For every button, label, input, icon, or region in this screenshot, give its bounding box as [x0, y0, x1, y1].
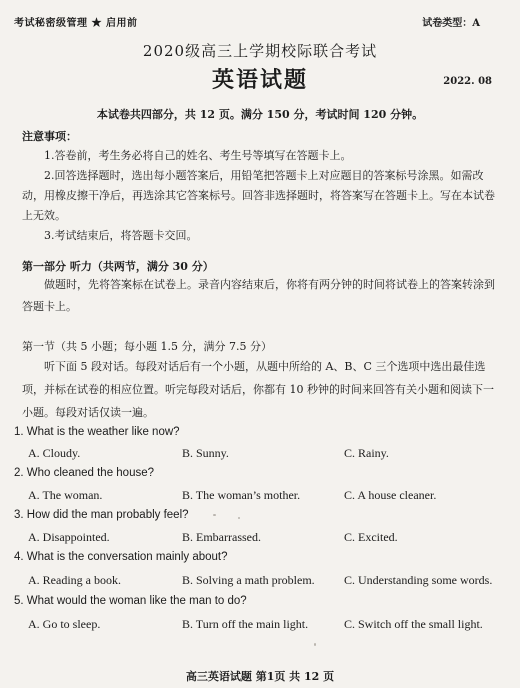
- notice-item: 3.考试结束后，将答题卡交回。: [44, 229, 198, 242]
- paper-type-label: 试卷类型：A: [422, 18, 480, 29]
- option-b: B. Solving a math problem.: [182, 573, 315, 587]
- scan-speck: [213, 514, 216, 516]
- confidentiality-label: 考试秘密级管理 ★ 启用前: [14, 18, 138, 29]
- subject-title: 英语试题: [211, 68, 308, 93]
- option-c: C. Understanding some words.: [344, 573, 493, 587]
- option-a: A. Reading a book.: [28, 573, 121, 587]
- option-a: A. The woman.: [28, 488, 103, 502]
- option-c: C. A house cleaner.: [344, 488, 437, 502]
- part1-instructions: 做题时，先将答案标在试卷上。录音内容结束后，你将有两分钟的时间将试卷上的答案转涂到答题卡上。: [22, 278, 495, 313]
- question-5: 5. What would the woman like the man to do?: [14, 595, 247, 607]
- question-3: 3. How did the man probably feel?: [14, 509, 189, 521]
- question-2: 2. Who cleaned the house?: [14, 467, 155, 479]
- page-footer: 高三英语试题 第1页 共 12 页: [185, 670, 335, 683]
- exam-date: 2022. 08: [443, 76, 492, 87]
- notice-item: 2.回答选择题时，选出每小题答案后，用铅笔把答题卡上对应题目的答案标号涂黑。如需改动，用橡皮擦干净后，再选涂其它答案标号。回答非选择题时，将答案写在答题卡上。写在本试卷上无效。: [22, 169, 495, 222]
- score-line: 本试卷共四部分，共 12 页。满分 150 分，考试时间 120 分钟。: [96, 108, 424, 121]
- option-b: B. The woman’s mother.: [182, 488, 301, 502]
- part1-title: 第一部分 听力（共两节，满分 30 分）: [22, 260, 214, 273]
- exam-name: 2020级高三上学期校际联合考试: [142, 42, 378, 60]
- option-c: C. Rainy.: [344, 446, 389, 460]
- option-a: A. Disappointed.: [28, 530, 110, 544]
- option-c: C. Excited.: [344, 530, 398, 544]
- option-b: B. Turn off the main light.: [182, 617, 309, 631]
- scan-speck: [238, 517, 240, 519]
- question-1: 1. What is the weather like now?: [14, 426, 180, 438]
- section1-instructions: 听下面 5 段对话。每段对话后有一个小题，从题中所给的 A、B、C 三个选项中选出最佳选项，并标在试卷的相应位置。听完每段对话后，你都有 10 秒钟的时间来回答有关小题和阅读下一小题。每段对话仅读一遍。: [22, 360, 494, 419]
- option-b: B. Sunny.: [182, 446, 229, 460]
- option-c: C. Switch off the small light.: [344, 617, 483, 631]
- option-a: A. Go to sleep.: [28, 617, 101, 631]
- option-a: A. Cloudy.: [28, 446, 81, 460]
- notice-item: 1.答卷前，考生务必将自己的姓名、考生号等填写在答题卡上。: [44, 149, 352, 162]
- section1-title: 第一节（共 5 小题；每小题 1.5 分，满分 7.5 分）: [22, 340, 272, 353]
- option-b: B. Embarrassed.: [182, 530, 261, 544]
- notice-title: 注意事项：: [22, 130, 77, 143]
- scan-speck: [314, 643, 316, 646]
- question-4: 4. What is the conversation mainly about?: [14, 551, 228, 563]
